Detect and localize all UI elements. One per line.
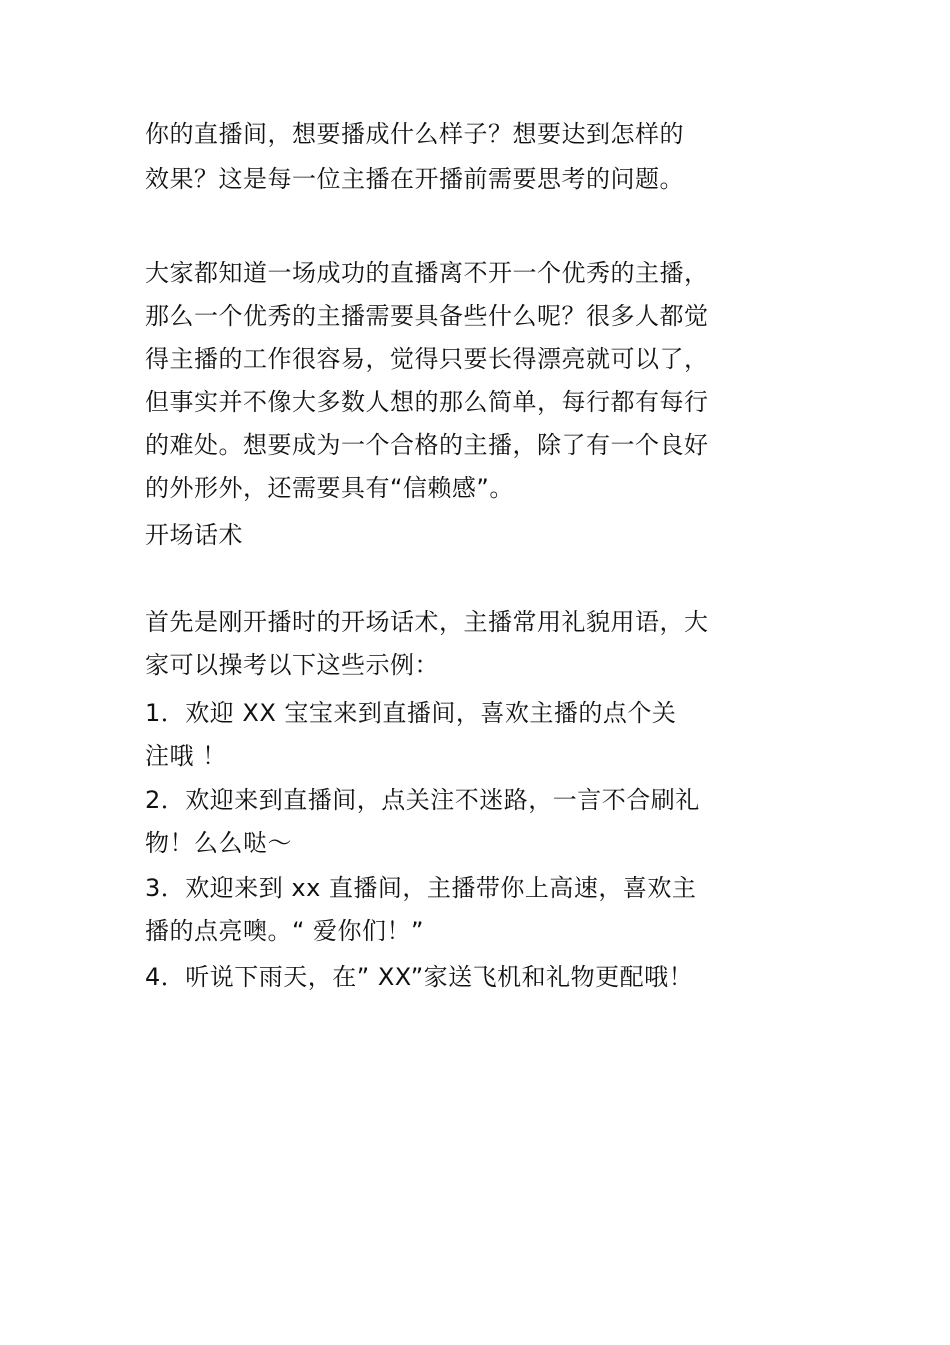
- list-item-1-line-1: 1．欢迎 XX 宝宝来到直播间，喜欢主播的点个关: [145, 699, 677, 727]
- paragraph-3-line-1: 首先是刚开播时的开场话术，主播常用礼貌用语，大: [145, 608, 709, 636]
- list-item-1-line-2: 注哦 ！: [145, 742, 227, 770]
- list-item-3-line-1: 3．欢迎来到 xx 直播间，主播带你上高速，喜欢主: [145, 874, 697, 902]
- paragraph-2-line-1: 大家都知道一场成功的直播离不开一个优秀的主播，: [145, 259, 709, 287]
- paragraph-2-line-2: 那么一个优秀的主播需要具备些什么呢？很多人都觉: [145, 302, 709, 330]
- list-item-2-line-1: 2．欢迎来到直播间，点关注不迷路，一言不合刷礼: [145, 786, 700, 814]
- list-item-2-line-2: 物！么么哒～: [145, 829, 292, 857]
- paragraph-2-line-6: 的外形外，还需要具有“信赖感”。: [145, 474, 514, 502]
- paragraph-1-line-2: 效果？这是每一位主播在开播前需要思考的问题。: [145, 165, 684, 193]
- section-heading: 开场话术: [145, 521, 243, 549]
- paragraph-3-line-2: 家可以操考以下这些示例：: [145, 651, 439, 679]
- list-item-4-line-1: 4．听说下雨天，在” XX”家送飞机和礼物更配哦！: [145, 963, 694, 991]
- paragraph-2-line-5: 的难处。想要成为一个合格的主播，除了有一个良好: [145, 431, 709, 459]
- list-item-3-line-2: 播的点亮噢。“ 爱你们！”: [145, 917, 424, 945]
- paragraph-2-line-4: 但事实并不像大多数人想的那么简单，每行都有每行: [145, 388, 709, 416]
- paragraph-1-line-1: 你的直播间，想要播成什么样子？想要达到怎样的: [145, 120, 684, 148]
- paragraph-2-line-3: 得主播的工作很容易，觉得只要长得漂亮就可以了，: [145, 345, 709, 373]
